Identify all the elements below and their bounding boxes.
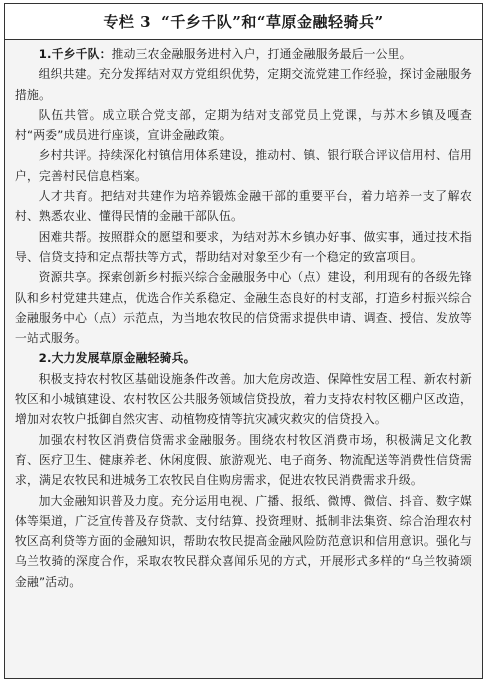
- paragraph-lead: 乡村共评。: [38, 148, 99, 163]
- paragraph-text: 探索创新乡村振兴综合金融服务中心（点）建设，利用现有的各级先锋队和乡村党建共建点，优选合作关系稳定、金融生态良好的村支部，打造乡村振兴综合金融服务中心（点）示范点，为当地农牧民的信贷需求提供申请、调查、授信、发放等一站式服务。: [15, 270, 472, 346]
- paragraph-text: 推动三农金融服务进村入户，打通金融服务最后一公里。: [111, 47, 412, 61]
- paragraph-text: 把结对共建作为培养锻炼金融干部的重要平台，着力培养一支了解农村、熟悉农业、懂得民情的金融干部队伍。: [15, 189, 472, 224]
- paragraph-text: 充分发挥结对双方党组织优势，定期交流党建工作经验，探讨金融服务措施。: [15, 67, 472, 102]
- paragraph-text: 成立联合党支部，定期为结对支部党员上党课，与苏木乡镇及嘎查村“两委”成员进行座谈，宣讲金融政策。: [15, 107, 472, 143]
- paragraph-lead: 组织共建。: [38, 67, 99, 82]
- sidebar-box: [4, 3, 483, 679]
- paragraph: [15, 145, 472, 186]
- paragraph-lead: 人才共育。: [38, 189, 101, 204]
- paragraph: [15, 491, 472, 592]
- paragraph: [15, 369, 472, 430]
- paragraph-text: 持续深化村镇信用体系建设，推动村、镇、银行联合评议信用村、信用户，完善村民信息档案。: [15, 148, 472, 183]
- paragraph-text: 按照群众的愿望和要求，为结对苏木乡镇办好事、做实事，通过技术指导、信贷支持和定点帮扶等方式，帮助结对对象至少有一个稳定的致富项目。: [15, 229, 472, 264]
- paragraph: [15, 430, 472, 491]
- paragraph-lead: 加大金融知识普及力度。: [38, 493, 172, 508]
- paragraph-lead: 积极支持农村牧区基础设施条件改善。: [38, 371, 244, 386]
- box-title: [5, 4, 482, 40]
- paragraph-lead: 1.千乡千队：: [38, 47, 112, 61]
- paragraph: [15, 64, 472, 105]
- paragraph-lead: 队伍共管。: [38, 107, 103, 122]
- paragraph-text: 围绕农村牧区消费市场，积极满足文化教育、医疗卫生、健康养老、休闲度假、旅游观光、电子商务、物流配送等消费性信贷需求，满足农牧民和进城务工农牧民自住购房需求，促进农牧民消费需求升级。: [15, 432, 472, 488]
- box-number: 专栏 3: [103, 13, 152, 31]
- paragraph-text: 加大危房改造、保障性安居工程、新农村新牧区和小城镇建设、农村牧区公共服务领域信贷投放，着力支持农村牧区棚户区改造，增加对农牧户抵御自然灾害、动植物疫情等抗灾减灾救灾的信贷投入。: [15, 371, 472, 427]
- paragraph-lead: 加强农村牧区消费信贷需求金融服务。: [38, 432, 250, 447]
- paragraph: [15, 267, 472, 348]
- paragraph-lead: 资源共享。: [38, 270, 99, 285]
- paragraph: [15, 105, 472, 146]
- paragraph: [15, 348, 472, 368]
- paragraph-lead: 2.大力发展草原金融轻骑兵。: [38, 351, 196, 366]
- box-content: [5, 40, 482, 678]
- paragraph-lead: 困难共帮。: [38, 229, 99, 244]
- paragraph-text: 充分运用电视、广播、报纸、微博、微信、抖音、数字媒体等渠道，广泛宣传普及存贷款、支付结算、投资理财、抵制非法集资、综合治理农村牧区高利贷等方面的金融知识，帮助农牧民提高金融风险防范意识和信用意识。强化与乌兰牧骑的深度合作，采取农牧民群众喜闻乐见的方式，开展形式多样的“乌兰牧骑颂金融”活动。: [15, 493, 472, 589]
- paragraph: [15, 44, 472, 64]
- paragraph: [15, 186, 472, 227]
- box-title-text: “千乡千队”和“草原金融轻骑兵”: [161, 13, 384, 31]
- paragraph: [15, 227, 472, 268]
